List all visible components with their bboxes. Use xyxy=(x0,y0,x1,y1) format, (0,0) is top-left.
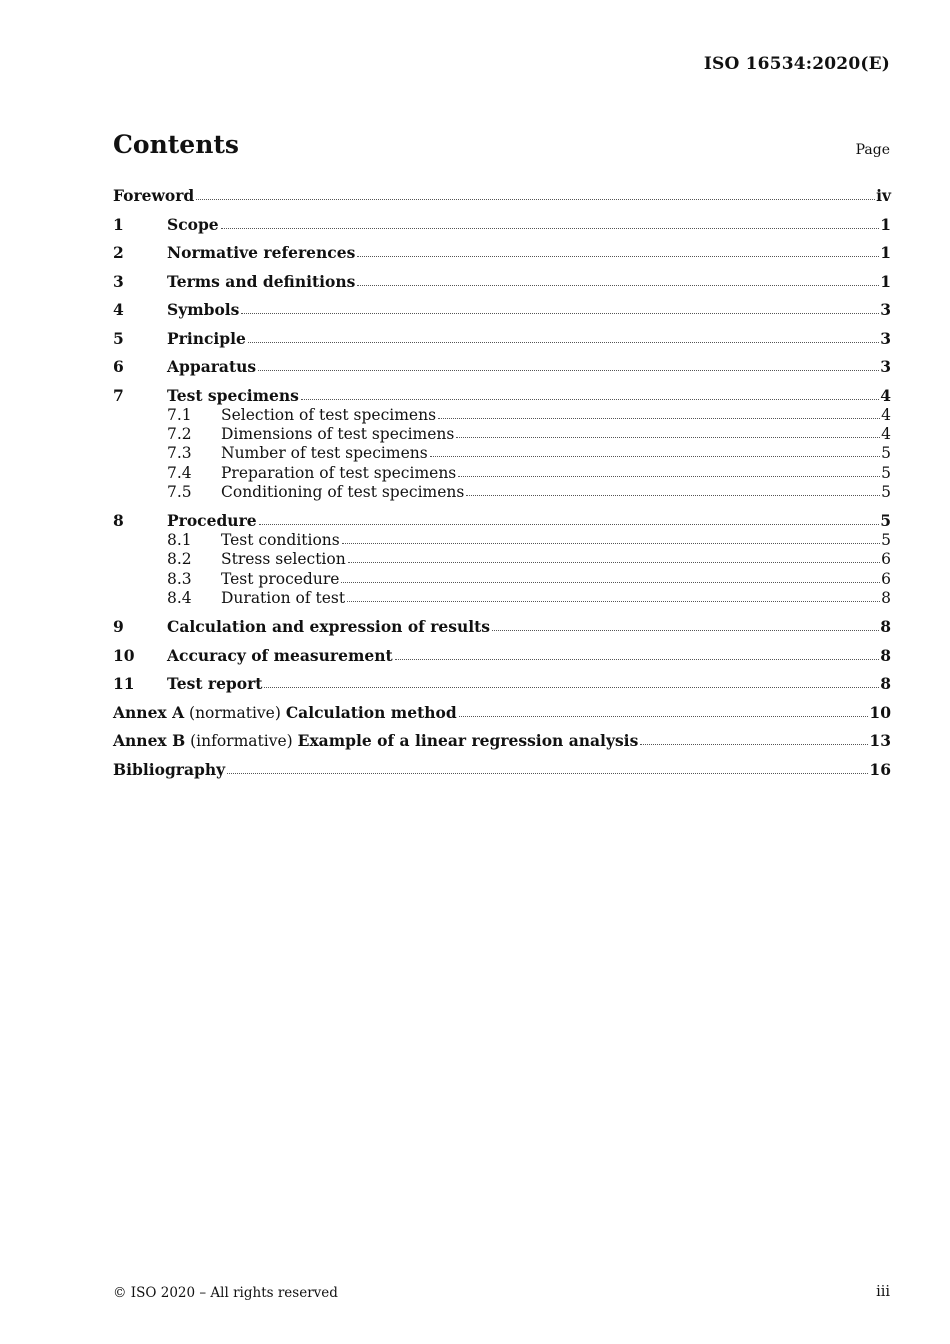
toc-label: Bibliography xyxy=(113,759,226,779)
toc-label: Dimensions of test specimens xyxy=(221,424,455,443)
toc-number: 4 xyxy=(113,300,124,319)
toc-page: 1 xyxy=(880,243,891,262)
toc-subentry-stress-selection[interactable] xyxy=(113,550,891,569)
toc-label: Stress selection xyxy=(221,550,346,569)
toc-label: Terms and definitions xyxy=(167,271,356,291)
dot-leader xyxy=(241,313,879,314)
toc-label: Scope xyxy=(167,214,219,234)
page-title: Contents xyxy=(113,130,240,159)
toc-subentry-test-conditions[interactable] xyxy=(113,531,891,550)
toc-page: 10 xyxy=(869,702,891,722)
toc-number: 8.2 xyxy=(167,550,192,569)
dot-leader xyxy=(248,342,879,343)
toc-number: 8.3 xyxy=(167,569,192,588)
toc-page: 5 xyxy=(881,531,891,550)
toc-label: Normative references xyxy=(167,243,356,262)
page-number: iii xyxy=(876,1284,890,1300)
toc-label: Selection of test specimens xyxy=(221,405,437,424)
dot-leader xyxy=(438,418,880,419)
dot-leader xyxy=(357,285,879,286)
toc-entry-apparatus[interactable] xyxy=(113,357,891,386)
toc-number: 6 xyxy=(113,357,124,376)
dot-leader xyxy=(459,716,869,717)
toc-entry-annex-b[interactable] xyxy=(113,731,891,760)
toc-subentry-number[interactable] xyxy=(113,444,891,463)
dot-leader xyxy=(196,199,875,200)
toc-number: 1 xyxy=(113,214,124,234)
toc-page: 8 xyxy=(880,645,891,665)
dot-leader xyxy=(456,437,880,438)
toc-number: 8 xyxy=(113,511,124,531)
toc-number: 8.1 xyxy=(167,531,192,550)
toc-page: 6 xyxy=(881,550,891,569)
toc-label: Foreword xyxy=(113,186,195,205)
dot-leader xyxy=(301,399,879,400)
toc-page: 6 xyxy=(881,569,891,588)
toc-label: Number of test specimens xyxy=(221,444,428,463)
dot-leader xyxy=(458,476,880,477)
toc-number: 5 xyxy=(113,328,124,348)
toc-label: Example of a linear regression analysis xyxy=(297,731,639,751)
toc-number: 7.2 xyxy=(167,424,192,443)
toc-entry-bibliography[interactable] xyxy=(113,760,891,789)
toc-entry-principle[interactable] xyxy=(113,329,891,358)
toc-page: 4 xyxy=(881,424,891,443)
dot-leader xyxy=(395,659,880,660)
toc-page: 13 xyxy=(869,731,891,751)
dot-leader xyxy=(348,562,880,563)
toc-number: 7 xyxy=(113,385,124,405)
toc-page: 3 xyxy=(880,300,891,319)
toc-label: Accuracy of measurement xyxy=(167,645,393,665)
dot-leader xyxy=(342,543,880,544)
toc-label: Test specimens xyxy=(167,385,299,405)
toc-entry-scope[interactable] xyxy=(113,215,891,244)
dot-leader xyxy=(466,495,880,496)
toc-entry-normative-references[interactable] xyxy=(113,243,891,272)
toc-label: Test report xyxy=(167,674,263,694)
table-of-contents xyxy=(113,186,891,788)
toc-page: 3 xyxy=(880,357,891,376)
toc-number: 8.4 xyxy=(167,589,192,608)
toc-label: Calculation and expression of results xyxy=(167,617,491,637)
dot-leader xyxy=(341,582,880,583)
toc-label: Test procedure xyxy=(221,569,340,588)
toc-number: 11 xyxy=(113,674,135,694)
toc-number: 10 xyxy=(113,645,135,665)
toc-number: 3 xyxy=(113,271,124,291)
dot-leader xyxy=(640,744,868,745)
dot-leader xyxy=(430,456,880,457)
dot-leader xyxy=(264,687,879,688)
toc-label: Conditioning of test specimens xyxy=(221,483,465,502)
toc-label: Principle xyxy=(167,328,246,348)
toc-page: 8 xyxy=(880,617,891,637)
toc-label: Duration of test xyxy=(221,589,346,608)
dot-leader xyxy=(492,630,879,631)
toc-label: Calculation method xyxy=(285,702,457,722)
toc-number: 7.1 xyxy=(167,405,192,424)
toc-entry-terms-and-definitions[interactable] xyxy=(113,272,891,301)
toc-entry-annex-a[interactable] xyxy=(113,703,891,732)
toc-page: 5 xyxy=(881,463,891,482)
toc-label: Procedure xyxy=(167,511,257,531)
toc-entry-test-report[interactable] xyxy=(113,674,891,703)
toc-page: iv xyxy=(876,186,891,205)
toc-page: 5 xyxy=(881,483,891,502)
toc-page: 8 xyxy=(881,589,891,608)
toc-page: 1 xyxy=(880,271,891,291)
toc-number: 9 xyxy=(113,617,124,637)
toc-entry-symbols[interactable] xyxy=(113,300,891,329)
toc-subentry-selection[interactable] xyxy=(113,406,891,425)
toc-label: Apparatus xyxy=(167,357,257,376)
toc-page: 16 xyxy=(869,759,891,779)
annex-qualifier: (normative) xyxy=(189,703,281,722)
dot-leader xyxy=(258,370,879,371)
toc-page: 1 xyxy=(880,214,891,234)
toc-page: 8 xyxy=(880,674,891,694)
toc-label: Preparation of test specimens xyxy=(221,463,457,482)
toc-subentry-duration[interactable] xyxy=(113,589,891,617)
dot-leader xyxy=(259,524,880,525)
dot-leader xyxy=(357,256,879,257)
dot-leader xyxy=(347,601,880,602)
toc-subentry-dimensions[interactable] xyxy=(113,425,891,444)
toc-entry-foreword[interactable] xyxy=(113,186,891,215)
toc-page: 4 xyxy=(880,385,891,405)
toc-label: Symbols xyxy=(167,300,240,319)
annex-qualifier: (informative) xyxy=(190,732,293,751)
toc-entry-calculation[interactable] xyxy=(113,617,891,646)
annex-prefix: Annex B xyxy=(113,731,186,751)
toc-page: 3 xyxy=(880,328,891,348)
toc-number: 7.5 xyxy=(167,483,192,502)
toc-number: 2 xyxy=(113,243,124,262)
toc-subentry-test-procedure[interactable] xyxy=(113,570,891,589)
toc-subentry-conditioning[interactable] xyxy=(113,483,891,511)
toc-label: Test conditions xyxy=(221,531,340,550)
annex-prefix: Annex A xyxy=(113,702,185,722)
toc-number: 7.3 xyxy=(167,444,192,463)
toc-number: 7.4 xyxy=(167,463,192,482)
toc-subentry-preparation[interactable] xyxy=(113,464,891,483)
toc-page: 4 xyxy=(881,405,891,424)
document-id: ISO 16534:2020(E) xyxy=(703,54,890,74)
toc-page: 5 xyxy=(880,511,891,531)
copyright-notice: © ISO 2020 – All rights reserved xyxy=(113,1285,338,1301)
page-column-label: Page xyxy=(855,142,890,158)
toc-page: 5 xyxy=(881,444,891,463)
dot-leader xyxy=(227,773,868,774)
dot-leader xyxy=(221,228,880,229)
toc-entry-accuracy[interactable] xyxy=(113,646,891,675)
